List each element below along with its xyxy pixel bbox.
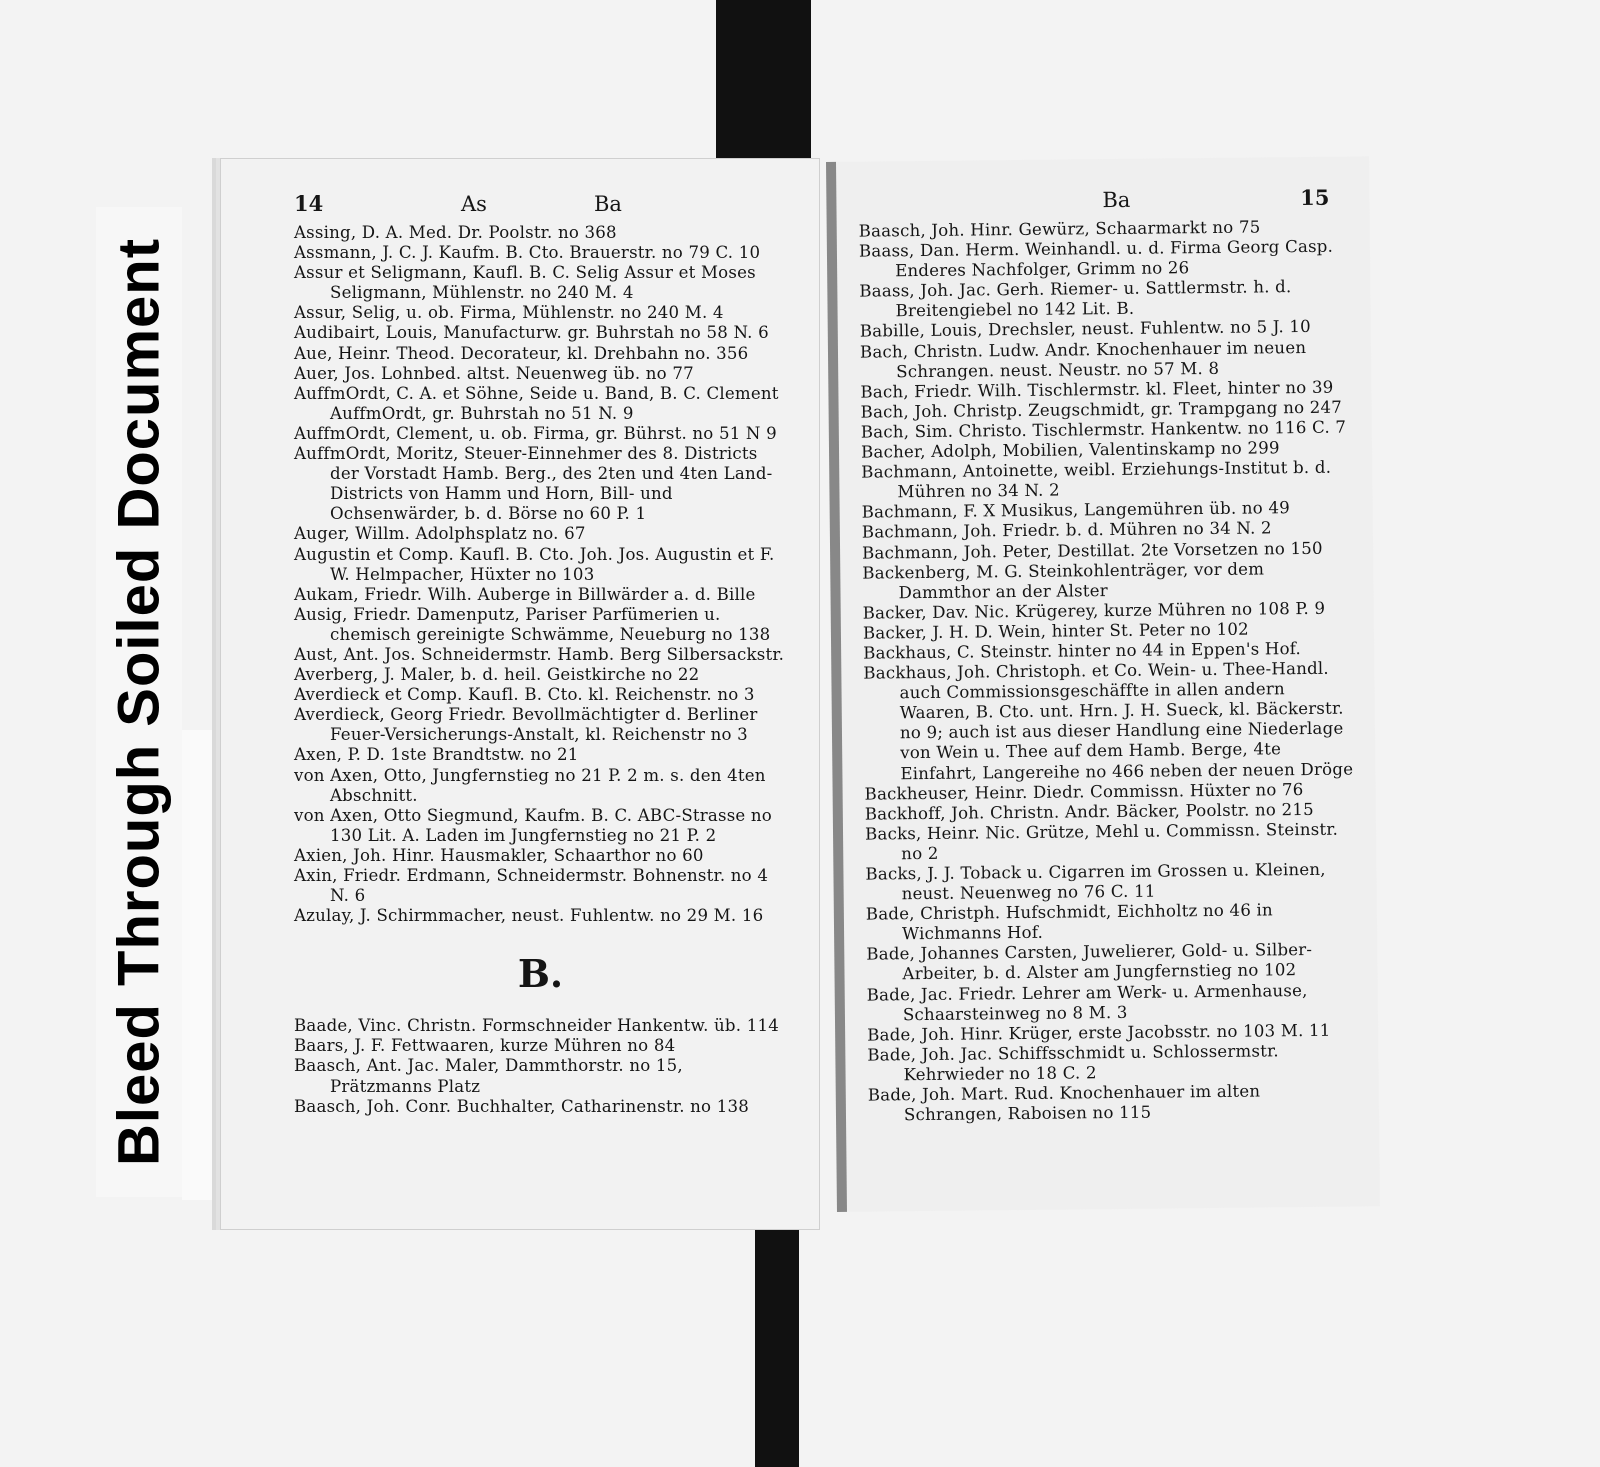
directory-entry: Augustin et Comp. Kaufl. B. Cto. Joh. Jos. Augustin et F. W. Helmpacher, Hüxter no 103 xyxy=(294,544,775,584)
directory-entry: Baasch, Joh. Hinr. Gewürz, Schaarmarkt no 75 xyxy=(858,217,1261,241)
directory-entry: Backs, Heinr. Nic. Grütze, Mehl u. Commissn. Steinstr. no 2 xyxy=(864,819,1339,864)
directory-entry: Bach, Friedr. Wilh. Tischlermstr. kl. Fleet, hinter no 39 xyxy=(860,377,1334,402)
directory-entry: Bade, Christph. Hufschmidt, Eichholtz no 46 in Wichmanns Hof. xyxy=(865,900,1273,944)
directory-entry: Backer, J. H. D. Wein, hinter St. Peter no 102 xyxy=(862,619,1249,643)
directory-entry: Axin, Friedr. Erdmann, Schneidermstr. Bohnenstr. no 4 N. 6 xyxy=(294,866,769,906)
directory-entry: Averberg, J. Maler, b. d. heil. Geistkirche no 22 xyxy=(294,665,700,685)
gutter-bar-bottom xyxy=(755,1205,799,1467)
directory-entry: Auer, Jos. Lohnbed. altst. Neuenweg üb. no 77 xyxy=(294,363,694,383)
directory-entry: Assur, Selig, u. ob. Firma, Mühlenstr. no 240 M. 4 xyxy=(294,303,724,323)
directory-entry: Baade, Vinc. Christn. Formschneider Hankentw. üb. 114 xyxy=(294,1016,779,1036)
entry-list-b xyxy=(294,1016,787,1116)
directory-entry: Baasch, Joh. Conr. Buchhalter, Catharinenstr. no 138 xyxy=(294,1096,749,1116)
directory-entry: Assing, D. A. Med. Dr. Poolstr. no 368 xyxy=(294,223,617,242)
directory-entry: Bach, Joh. Christp. Zeugschmidt, gr. Trampgang no 247 xyxy=(860,397,1343,422)
directory-entry: Baasch, Ant. Jac. Maler, Dammthorstr. no 15, Prätzmanns Platz xyxy=(294,1056,683,1096)
directory-entry: Bade, Joh. Mart. Rud. Knochenhauer im alten Schrangen, Raboisen no 115 xyxy=(867,1081,1261,1125)
directory-entry: Backhaus, Joh. Christoph. et Co. Wein- u. Thee-Handl. auch Commissionsgeschäffte in allen andern Waaren, B. Cto. unt. Hrn. J. H. Sueck, kl. Bäckerstr. no 9; auch ist aus dieser Handlung eine Niederlage von Wein u. Thee auf dem Hamb. Berge, 4te Einfahrt, Langereihe no 466 neben der neuen Dröge xyxy=(863,658,1354,783)
directory-entry: Bachmann, Joh. Friedr. b. d. Mühren no 34 N. 2 xyxy=(861,518,1272,543)
directory-entry: Axien, Joh. Hinr. Hausmakler, Schaarthor no 60 xyxy=(294,845,704,865)
side-label xyxy=(96,207,182,1197)
page-number: 15 xyxy=(1300,184,1330,211)
directory-entry: Bach, Christn. Ludw. Andr. Knochenhauer im neuen Schrangen. neust. Neustr. no 57 M. 8 xyxy=(859,337,1307,381)
directory-entry: von Axen, Otto Siegmund, Kaufm. B. C. ABC-Strasse no 130 Lit. A. Laden im Jungfernstieg no 21 P. 2 xyxy=(294,805,772,845)
directory-entry: Bade, Joh. Hinr. Krüger, erste Jacobsstr. no 103 M. 11 xyxy=(867,1020,1331,1045)
directory-entry: AuffmOrdt, Clement, u. ob. Firma, gr. Bührst. no 51 N 9 xyxy=(294,423,777,443)
directory-entry: AuffmOrdt, C. A. et Söhne, Seide u. Band, B. C. Clement AuffmOrdt, gr. Buhrstah no 51 N. 9 xyxy=(294,383,779,423)
directory-entry: Bade, Johannes Carsten, Juwelierer, Gold- u. Silber-Arbeiter, b. d. Alster am Jungfernstieg no 102 xyxy=(866,940,1313,984)
directory-entry: Averdieck, Georg Friedr. Bevollmächtigter d. Berliner Feuer-Versicherungs-Anstalt, kl. Reichenstr no 3 xyxy=(294,705,758,745)
directory-entry: Babille, Louis, Drechsler, neust. Fuhlentw. no 5 J. 10 xyxy=(859,317,1311,342)
directory-entry: Ausig, Friedr. Damenputz, Pariser Parfümerien u. chemisch gereinigte Schwämme, Neueburg no 138 xyxy=(294,604,771,644)
directory-entry: Assur et Seligmann, Kaufl. B. C. Selig Assur et Moses Seligmann, Mühlenstr. no 240 M. 4 xyxy=(294,263,756,303)
directory-entry: Bach, Sim. Christo. Tischlermstr. Hankentw. no 116 C. 7 xyxy=(860,417,1347,442)
entry-list xyxy=(859,217,1359,1126)
directory-entry: Auger, Willm. Adolphsplatz no. 67 xyxy=(294,524,586,544)
directory-entry: Aue, Heinr. Theod. Decorateur, kl. Drehbahn no. 356 xyxy=(294,343,749,363)
left-page xyxy=(220,158,820,1230)
directory-entry: Backheuser, Heinr. Diedr. Commissn. Hüxter no 76 xyxy=(864,779,1304,804)
directory-entry: Audibairt, Louis, Manufacturw. gr. Buhrstah no 58 N. 6 xyxy=(294,323,769,343)
section-letter: B. xyxy=(517,951,564,997)
catchword-right: Ba xyxy=(594,192,622,216)
entry-list xyxy=(294,223,787,926)
catchword-left: As xyxy=(461,192,487,216)
side-label-text: Bleed Through Soiled Document xyxy=(106,237,172,1167)
directory-entry: Bachmann, Antoinette, weibl. Erziehungs-Institut b. d. Mühren no 34 N. 2 xyxy=(861,457,1332,502)
directory-entry: Bacher, Adolph, Mobilien, Valentinskamp no 299 xyxy=(860,438,1280,462)
directory-entry: Assmann, J. C. J. Kaufm. B. Cto. Brauerstr. no 79 C. 10 xyxy=(294,243,761,263)
directory-entry: Baass, Dan. Herm. Weinhandl. u. d. Firma Georg Casp. Enderes Nachfolger, Grimm no 26 xyxy=(858,236,1334,281)
directory-entry: Backenberg, M. G. Steinkohlenträger, vor dem Dammthor an der Alster xyxy=(862,559,1265,602)
page-number: 14 xyxy=(294,191,324,216)
directory-entry: Backer, Dav. Nic. Krügerey, kurze Mühren no 108 P. 9 xyxy=(862,598,1326,623)
catchword: Ba xyxy=(1102,187,1131,213)
directory-entry: von Axen, Otto, Jungfernstieg no 21 P. 2 m. s. den 4ten Abschnitt. xyxy=(294,765,766,805)
directory-entry: Backhoff, Joh. Christn. Andr. Bäcker, Poolstr. no 215 xyxy=(864,799,1314,824)
directory-entry: Bade, Jac. Friedr. Lehrer am Werk- u. Armenhause, Schaarsteinweg no 8 M. 3 xyxy=(866,980,1308,1024)
right-running-head xyxy=(858,183,1349,218)
directory-entry: Bachmann, F. X Musikus, Langemühren üb. no 49 xyxy=(861,498,1291,522)
directory-entry: Axen, P. D. 1ste Brandtstw. no 21 xyxy=(294,745,579,765)
directory-entry: Backs, J. J. Toback u. Cigarren im Grossen u. Kleinen, neust. Neuenweg no 76 C. 11 xyxy=(865,859,1326,904)
directory-entry: Bachmann, Joh. Peter, Destillat. 2te Vorsetzen no 150 xyxy=(861,538,1323,563)
directory-entry: Backhaus, C. Steinstr. hinter no 44 in Eppen's Hof. xyxy=(863,639,1302,663)
gutter-bar-top xyxy=(716,0,811,160)
right-page xyxy=(826,156,1380,1212)
directory-entry: Aust, Ant. Jos. Schneidermstr. Hamb. Berg Silbersackstr. xyxy=(294,644,785,664)
directory-entry: Azulay, J. Schirmmacher, neust. Fuhlentw. no 29 M. 16 xyxy=(294,906,764,926)
directory-entry: Averdieck et Comp. Kaufl. B. Cto. kl. Reichenstr. no 3 xyxy=(294,685,755,705)
directory-entry: Baass, Joh. Jac. Gerh. Riemer- u. Sattlermstr. h. d. Breitengiebel no 142 Lit. B. xyxy=(859,277,1292,321)
left-running-head xyxy=(294,189,787,219)
directory-entry: Bade, Joh. Jac. Schiffsschmidt u. Schlossermstr. Kehrwieder no 18 C. 2 xyxy=(867,1041,1279,1085)
label-strip xyxy=(182,730,218,1200)
directory-entry: Aukam, Friedr. Wilh. Auberge in Billwärder a. d. Bille xyxy=(294,584,756,604)
directory-entry: Baars, J. F. Fettwaaren, kurze Mühren no 84 xyxy=(294,1036,676,1056)
directory-entry: AuffmOrdt, Moritz, Steuer-Einnehmer des 8. Districts der Vorstadt Hamb. Berg., des 2ten und 4ten Land-Districts von Hamm und Horn, Bill- und Ochsenwärder, b. d. Börse no 60 P. 1 xyxy=(294,444,773,524)
